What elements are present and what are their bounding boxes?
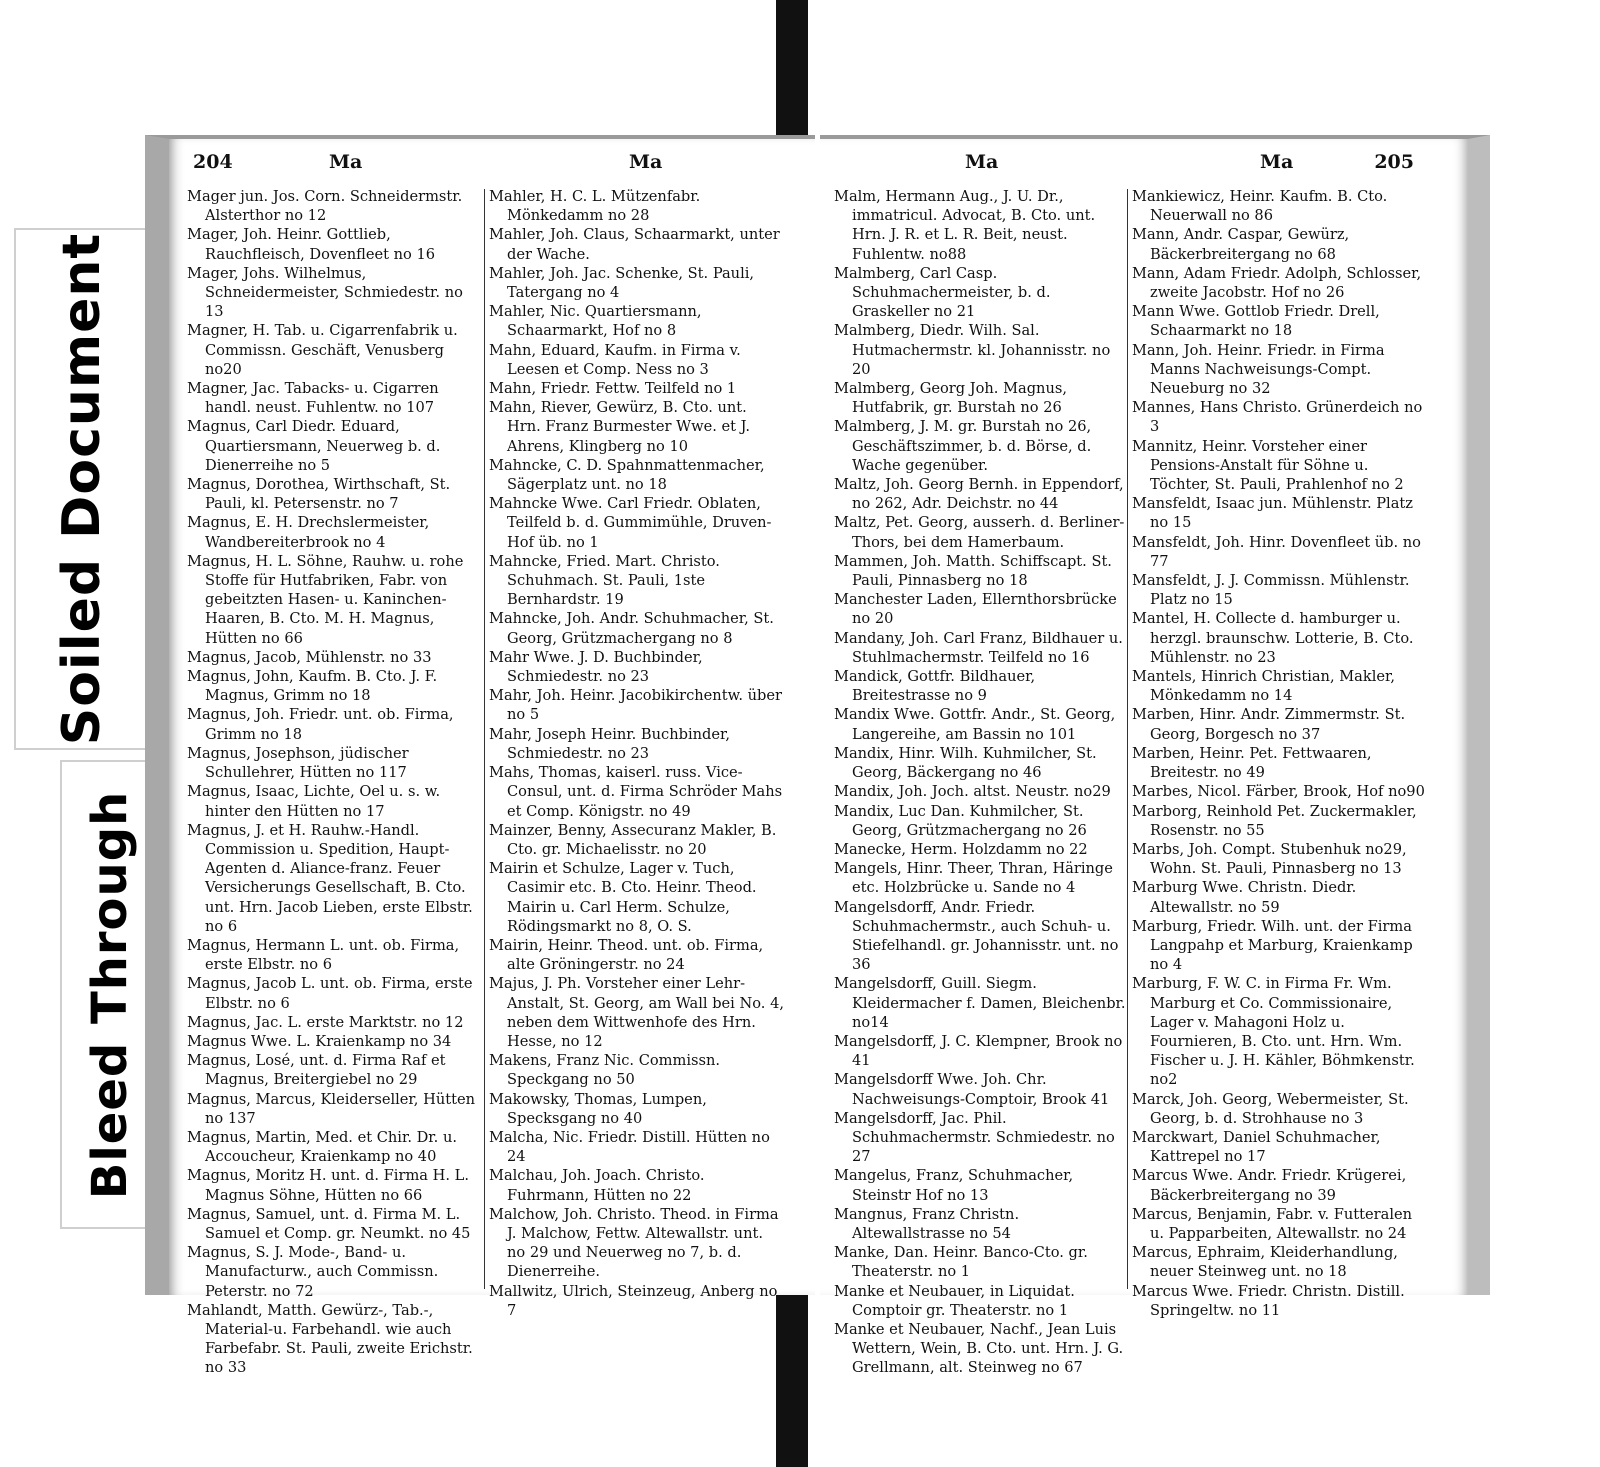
directory-entry: Marburg, F. W. C. in Firma Fr. Wm. Marburg et Co. Commissionaire, Lager v. Mahagoni Holz u. Fournieren, B. Cto. unt. Hrn. Wm. Fischer u. J. H. Kähler, Böhmkenstr. no2 [1132,975,1415,1089]
right-page [820,135,1490,1377]
running-head: Ma [629,151,663,173]
directory-entry: Magnus, Moritz H. unt. d. Firma H. L. Magnus Söhne, Hütten no 66 [187,1167,469,1204]
directory-entry: Mallwitz, Ulrich, Steinzeug, Anberg no 7 [489,1282,778,1319]
directory-entry: Magnus, Jacob L. unt. ob. Firma, erste Elbstr. no 6 [187,975,473,1012]
directory-column [489,187,785,1320]
directory-entry: Marcus Wwe. Friedr. Christn. Distill. Springeltw. no 11 [1132,1282,1405,1319]
directory-entry: Magnus, Isaac, Lichte, Oel u. s. w. hinter den Hütten no 17 [187,783,441,820]
bleed-through-tab [60,760,158,1229]
directory-entry: Mahr, Joh. Heinr. Jacobikirchentw. über no 5 [489,687,782,724]
directory-entry: Mahn, Eduard, Kaufm. in Firma v. Leesen et Comp. Ness no 3 [489,341,741,378]
directory-entry: Marckwart, Daniel Schuhmacher, Kattrepel no 17 [1132,1128,1381,1166]
directory-entry: Mairin, Heinr. Theod. unt. ob. Firma, alte Gröningerstr. no 24 [489,936,764,974]
directory-entry: Malcha, Nic. Friedr. Distill. Hütten no 24 [489,1128,770,1166]
directory-entry: Malm, Hermann Aug., J. U. Dr., immatricul. Advocat, B. Cto. unt. Hrn. J. R. et L. R. Beit, neust. Fuhlentw. no88 [834,188,1096,263]
directory-entry: Makens, Franz Nic. Commissn. Speckgang no 50 [489,1052,721,1089]
directory-entry: Mansfeldt, J. J. Commissn. Mühlenstr. Platz no 15 [1132,572,1410,609]
directory-entry: Marben, Hinr. Andr. Zimmermstr. St. Georg, Borgesch no 37 [1132,706,1406,743]
directory-entry: Magnus, Joh. Friedr. unt. ob. Firma, Grimm no 18 [187,706,454,743]
directory-entry: Malchow, Joh. Christo. Theod. in Firma J. Malchow, Fettw. Altewallstr. unt. no 29 und Neuerweg no 7, b. d. Dienerreihe. [489,1205,779,1281]
directory-entry: Marburg Wwe. Christn. Diedr. Altewallstr. no 59 [1132,879,1357,916]
directory-entry: Mangelus, Franz, Schuhmacher, Steinstr Hof no 13 [834,1167,1074,1204]
directory-entry: Mangelsdorff, J. C. Klempner, Brook no 41 [834,1032,1123,1070]
running-head: Ma [329,151,363,173]
directory-entry: Mankiewicz, Heinr. Kaufm. B. Cto. Neuerwall no 86 [1132,188,1388,225]
directory-entry: Magnus Wwe. L. Kraienkamp no 34 [187,1032,452,1050]
directory-entry: Mager, Johs. Wilhelmus, Schneidermeister, Schmiedestr. no 13 [187,264,463,321]
running-head: Ma [965,151,999,173]
directory-entry: Mandix, Joh. Joch. altst. Neustr. no29 [834,783,1111,801]
directory-entry: Manchester Laden, Ellernthorsbrücke no 20 [834,591,1117,628]
running-head: Ma [1260,151,1294,173]
directory-entry: Mann Wwe. Gottlob Friedr. Drell, Schaarmarkt no 18 [1132,303,1380,340]
directory-entry: Magnus, Josephson, jüdischer Schullehrer, Hütten no 117 [187,744,409,782]
directory-entry: Maltz, Joh. Georg Bernh. in Eppendorf, no 262, Adr. Deichstr. no 44 [834,476,1124,513]
directory-entry: Mahlandt, Matth. Gewürz-, Tab.-, Material-u. Farbehandl. wie auch Farbefabr. St. Pauli, zweite Erichstr. no 33 [187,1301,473,1377]
directory-entry: Malmberg, J. M. gr. Burstah no 26, Geschäftszimmer, b. d. Börse, d. Wache gegenüber. [834,418,1092,474]
directory-entry: Mangnus, Franz Christn. Altewallstrasse no 54 [834,1205,1020,1242]
left-page-header [169,143,815,183]
directory-entry: Mahler, Nic. Quartiersmann, Schaarmarkt, Hof no 8 [489,303,702,340]
directory-entry: Marben, Heinr. Pet. Fettwaaren, Breitestr. no 49 [1132,744,1372,782]
directory-entry: Mager, Joh. Heinr. Gottlieb, Rauchfleisch, Dovenfleet no 16 [187,226,436,263]
directory-entry: Magnus, Dorothea, Wirthschaft, St. Pauli, kl. Petersenstr. no 7 [187,476,451,513]
directory-column [834,187,1130,1378]
directory-entry: Mahler, Joh. Jac. Schenke, St. Pauli, Tatergang no 4 [489,264,755,302]
directory-entry: Malchau, Joh. Joach. Christo. Fuhrmann, Hütten no 22 [489,1167,705,1204]
directory-entry: Marcus Wwe. Andr. Friedr. Krügerei, Bäckerbreitergang no 39 [1132,1167,1407,1204]
directory-entry: Mahncke, Fried. Mart. Christo. Schuhmach. St. Pauli, 1ste Bernhardstr. 19 [489,552,720,609]
bleed-through-label: Bleed Through [82,790,139,1199]
directory-entry: Mainzer, Benny, Assecuranz Makler, B. Cto. gr. Michaelisstr. no 20 [489,821,777,858]
directory-entry: Manke et Neubauer, in Liquidat. Comptoir gr. Theaterstr. no 1 [834,1282,1075,1319]
directory-entry: Mandick, Gottfr. Bildhauer, Breitestrasse no 9 [834,668,1036,705]
directory-entry: Mahncke Wwe. Carl Friedr. Oblaten, Teilfeld b. d. Gummimühle, Druven-Hof üb. no 1 [489,495,772,551]
directory-entry: Mangelsdorff, Jac. Phil. Schuhmachermstr. Schmiedestr. no 27 [834,1109,1115,1166]
directory-entry: Mairin et Schulze, Lager v. Tuch, Casimir etc. B. Cto. Heinr. Theod. Mairin u. Carl Herm. Schulze, Rödingsmarkt no 8, O. S. [489,860,757,935]
directory-entry: Mahn, Riever, Gewürz, B. Cto. unt. Hrn. Franz Burmester Wwe. et J. Ahrens, Klingberg no 10 [489,399,750,455]
directory-entry: Magnus, John, Kaufm. B. Cto. J. F. Magnus, Grimm no 18 [187,668,438,705]
left-page [145,135,815,1377]
directory-entry: Mahncke, C. D. Spahnmattenmacher, Sägerplatz unt. no 18 [489,456,765,494]
directory-entry: Mangels, Hinr. Theer, Thran, Häringe etc. Holzbrücke u. Sande no 4 [834,860,1113,897]
directory-entry: Mager jun. Jos. Corn. Schneidermstr. Alsterthor no 12 [187,188,463,225]
directory-entry: Mahs, Thomas, kaiserl. russ. Vice-Consul, unt. d. Firma Schröder Mahs et Comp. Königstr. no 49 [489,764,783,820]
directory-entry: Mann, Joh. Heinr. Friedr. in Firma Manns Nachweisungs-Compt. Neueburg no 32 [1132,341,1385,398]
directory-entry: Mahler, H. C. L. Mützenfabr. Mönkedamm no 28 [489,188,701,225]
directory-entry: Manke et Neubauer, Nachf., Jean Luis Wettern, Wein, B. Cto. unt. Hrn. J. G. Grellmann, alt. Steinweg no 67 [834,1320,1124,1377]
directory-entry: Marcus, Benjamin, Fabr. v. Futteralen u. Papparbeiten, Altewallstr. no 24 [1132,1205,1413,1242]
directory-entry: Mahncke, Joh. Andr. Schuhmacher, St. Georg, Grützmachergang no 8 [489,610,774,647]
directory-entry: Magnus, Carl Diedr. Eduard, Quartiersmann, Neuerweg b. d. Dienerreihe no 5 [187,418,441,474]
directory-column [1132,187,1428,1320]
column-divider [484,189,485,1289]
directory-entry: Mahr, Joseph Heinr. Buchbinder, Schmiedestr. no 23 [489,725,731,762]
directory-entry: Mann, Andr. Caspar, Gewürz, Bäckerbreitergang no 68 [1132,226,1350,263]
directory-entry: Majus, J. Ph. Vorsteher einer Lehr-Anstalt, St. Georg, am Wall bei No. 4, neben dem Wittwenhofe des Hrn. Hesse, no 12 [489,975,784,1050]
soiled-document-label: Soiled Document [52,232,113,746]
directory-entry: Magnus, Jac. L. erste Marktstr. no 12 [187,1013,464,1031]
directory-entry: Malmberg, Diedr. Wilh. Sal. Hutmachermstr. kl. Johannisstr. no 20 [834,322,1111,378]
directory-entry: Mahn, Friedr. Fettw. Teilfeld no 1 [489,380,737,398]
page-number: 204 [193,151,233,173]
directory-entry: Marborg, Reinhold Pet. Zuckermakler, Rosenstr. no 55 [1132,802,1417,839]
directory-entry: Mahler, Joh. Claus, Schaarmarkt, unter der Wache. [489,226,780,263]
directory-entry: Magnus, Jacob, Mühlenstr. no 33 [187,648,432,666]
directory-entry: Marck, Joh. Georg, Webermeister, St. Georg, b. d. Strohhause no 3 [1132,1090,1409,1127]
directory-entry: Magnus, J. et H. Rauhw.-Handl. Commission u. Spedition, Haupt-Agenten d. Aliance-franz. Feuer Versicherungs Gesellschaft, B. Cto. unt. Hrn. Jacob Lieben, erste Elbstr. no 6 [187,821,473,935]
directory-entry: Magnus, H. L. Söhne, Rauhw. u. rohe Stoffe für Hutfabriken, Fabr. von gebeitzten Hasen- u. Kaninchen-Haaren, B. Cto. M. H. Magnus, Hütten no 66 [187,552,464,647]
directory-entry: Mangelsdorff Wwe. Joh. Chr. Nachweisungs-Comptoir, Brook 41 [834,1071,1110,1108]
directory-entry: Malmberg, Carl Casp. Schuhmachermeister, b. d. Graskeller no 21 [834,264,1051,321]
directory-entry: Mandix, Hinr. Wilh. Kuhmilcher, St. Georg, Bäckergang no 46 [834,744,1097,782]
soiled-document-tab [14,228,148,750]
directory-entry: Magnus, Marcus, Kleiderseller, Hütten no 137 [187,1090,475,1127]
directory-column [187,187,483,1378]
directory-entry: Mandix Wwe. Gottfr. Andr., St. Georg, Langereihe, am Bassin no 101 [834,706,1116,743]
directory-entry: Magnus, Samuel, unt. d. Firma M. L. Samuel et Comp. gr. Neumkt. no 45 [187,1205,471,1242]
directory-entry: Marbes, Nicol. Färber, Brook, Hof no90 [1132,783,1425,801]
directory-entry: Marburg, Friedr. Wilh. unt. der Firma Langpahp et Marburg, Kraienkamp no 4 [1132,917,1413,974]
directory-entry: Marcus, Ephraim, Kleiderhandlung, neuer Steinweg unt. no 18 [1132,1244,1398,1281]
directory-entry: Mannitz, Heinr. Vorsteher einer Pensions-Anstalt für Söhne u. Töchter, St. Pauli, Prahlenhof no 2 [1132,437,1404,494]
directory-entry: Mandany, Joh. Carl Franz, Bildhauer u. Stuhlmachermstr. Teilfeld no 16 [834,629,1123,666]
right-page-header [820,143,1468,183]
directory-entry: Magnus, Martin, Med. et Chir. Dr. u. Accoucheur, Kraienkamp no 40 [187,1128,457,1166]
directory-entry: Mantel, H. Collecte d. hamburger u. herzgl. braunschw. Lotterie, B. Cto. Mühlenstr. no 23 [1132,610,1414,666]
directory-entry: Magnus, Hermann L. unt. ob. Firma, erste Elbstr. no 6 [187,936,460,974]
directory-entry: Mann, Adam Friedr. Adolph, Schlosser, zweite Jacobstr. Hof no 26 [1132,264,1422,302]
directory-entry: Mangelsdorff, Guill. Siegm. Kleidermacher f. Damen, Bleichenbr. no14 [834,975,1126,1031]
directory-entry: Malmberg, Georg Joh. Magnus, Hutfabrik, gr. Burstah no 26 [834,380,1067,417]
directory-entry: Mantels, Hinrich Christian, Makler, Mönkedamm no 14 [1132,668,1396,705]
directory-entry: Mansfeldt, Isaac jun. Mühlenstr. Platz no 15 [1132,495,1413,532]
directory-entry: Mandix, Luc Dan. Kuhmilcher, St. Georg, Grützmachergang no 26 [834,802,1087,839]
directory-entry: Mannes, Hans Christo. Grünerdeich no 3 [1132,399,1423,436]
directory-entry: Makowsky, Thomas, Lumpen, Specksgang no 40 [489,1090,707,1127]
directory-entry: Magner, H. Tab. u. Cigarrenfabrik u. Commissn. Geschäft, Venusberg no20 [187,322,458,378]
directory-entry: Maltz, Pet. Georg, ausserh. d. Berliner-Thors, bei dem Hamerbaum. [834,514,1125,551]
directory-entry: Magnus, Losé, unt. d. Firma Raf et Magnus, Breitergiebel no 29 [187,1052,446,1089]
directory-entry: Mansfeldt, Joh. Hinr. Dovenfleet üb. no 77 [1132,533,1421,570]
directory-entry: Marbs, Joh. Compt. Stubenhuk no29, Wohn. St. Pauli, Pinnasberg no 13 [1132,840,1407,878]
directory-entry: Mahr Wwe. J. D. Buchbinder, Schmiedestr. no 23 [489,648,703,686]
directory-entry: Mangelsdorff, Andr. Friedr. Schuhmachermstr., auch Schuh- u. Stiefelhandl. gr. Johannisstr. unt. no 36 [834,898,1119,974]
page-number: 205 [1374,151,1414,173]
directory-entry: Magner, Jac. Tabacks- u. Cigarren handl. neust. Fuhlentw. no 107 [187,380,439,417]
directory-entry: Magnus, E. H. Drechslermeister, Wandbereiterbrook no 4 [187,514,430,551]
directory-entry: Manecke, Herm. Holzdamm no 22 [834,840,1088,858]
directory-entry: Manke, Dan. Heinr. Banco-Cto. gr. Theaterstr. no 1 [834,1244,1088,1281]
directory-entry: Mammen, Joh. Matth. Schiffscapt. St. Pauli, Pinnasberg no 18 [834,552,1112,590]
directory-entry: Magnus, S. J. Mode-, Band- u. Manufacturw., auch Commissn. Peterstr. no 72 [187,1244,439,1300]
book-spine-top [776,0,808,150]
